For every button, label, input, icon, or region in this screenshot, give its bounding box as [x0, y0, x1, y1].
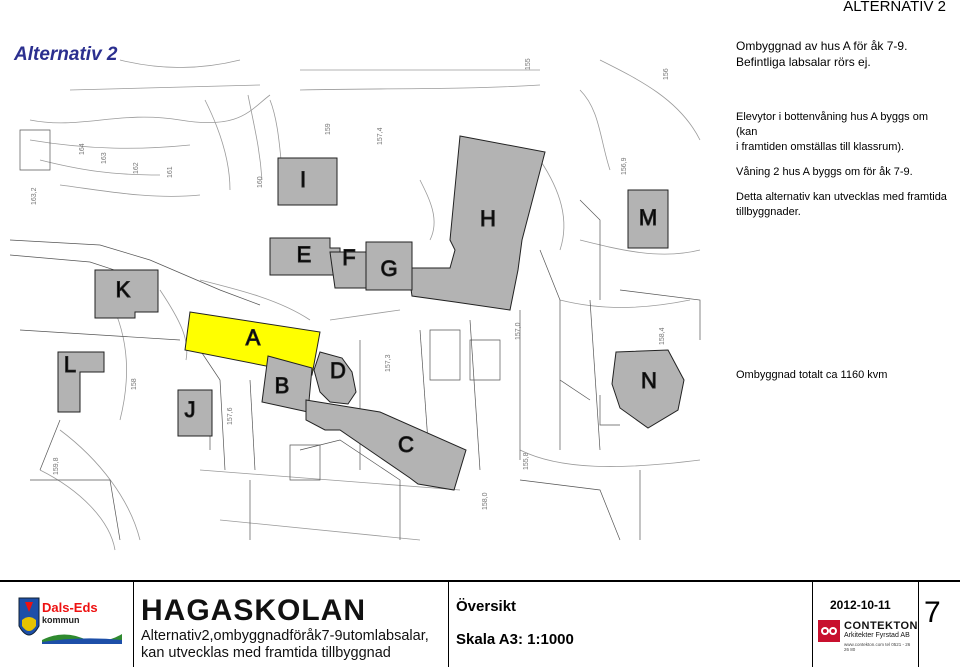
sheet-type: Översikt: [456, 598, 517, 615]
building-H: [408, 136, 545, 310]
building-label-E: E: [296, 241, 312, 267]
drawing-title-line: kan utvecklas med framtida tillbyggnad: [141, 645, 391, 661]
elevation-label: 160: [257, 176, 264, 188]
alternative-title: Alternativ 2: [14, 44, 118, 65]
elevation-label: 156: [663, 68, 670, 80]
building-label-F: F: [342, 244, 356, 270]
elevation-label: 159,8: [53, 457, 60, 475]
elevation-label: 162: [133, 162, 140, 174]
firm-subtitle: Arkitekter Fyrstad AB: [844, 632, 910, 639]
drawing-scale: Skala A3: 1:1000: [456, 631, 574, 648]
elevation-label: 156,9: [621, 157, 628, 175]
elevation-label: 164: [79, 143, 86, 155]
building-label-J: J: [184, 396, 196, 422]
landscape-icon: [42, 628, 122, 644]
elevation-label: 159: [325, 123, 332, 135]
road-outlines: [10, 130, 700, 540]
building-label-C: C: [398, 431, 414, 457]
building-label-A: A: [245, 324, 261, 350]
building-label-I: I: [299, 166, 307, 192]
elevation-label: 158,0: [482, 492, 489, 510]
drawing-title-line: Alternativ2,ombyggnadföråk7-9utomlabsalar,: [141, 628, 429, 644]
elevation-label: 163,2: [31, 187, 38, 205]
municipality-name: Dals-Eds: [42, 600, 98, 615]
header-label: ALTERNATIV 2: [843, 0, 946, 15]
note-line: Elevytor i bottenvåning hus A byggs om (kan: [736, 111, 929, 138]
elevation-label: 157,3: [385, 354, 392, 372]
building-C: [306, 400, 466, 490]
note-line: Befintliga labsalar rörs ej.: [736, 55, 871, 69]
note-line: tillbyggnader.: [736, 206, 801, 218]
firm-emblem-icon: [818, 620, 840, 642]
note-line: i framtiden omställas till klassrum).: [736, 141, 905, 153]
elevation-label: 157,0: [515, 322, 522, 340]
firm-logo: [818, 620, 918, 656]
drawing-title: [141, 628, 451, 662]
note-line: Ombyggnad av hus A för åk 7-9.: [736, 39, 908, 53]
building-label-L: L: [63, 351, 77, 377]
title-block-divider: [812, 582, 813, 667]
title-block-divider: [133, 582, 134, 667]
note-total-area: Ombyggnad totalt ca 1160 kvm: [736, 369, 888, 381]
building-label-H: H: [480, 205, 496, 231]
title-block-divider: [918, 582, 919, 667]
elevation-label: 155: [525, 58, 532, 70]
note-details: [736, 110, 951, 220]
elevation-label: 158: [131, 378, 138, 390]
note-line: Våning 2 hus A byggs om för åk 7-9.: [736, 166, 913, 178]
drawing-date: 2012-10-11: [830, 598, 891, 612]
building-label-G: G: [380, 255, 398, 281]
elevation-label: 158,4: [659, 327, 666, 345]
elevation-label: 161: [167, 166, 174, 178]
elevation-label: 163: [101, 152, 108, 164]
coat-of-arms-icon: [18, 596, 40, 646]
municipality-logo: [18, 594, 128, 654]
elevation-label: 155,8: [523, 452, 530, 470]
building-I: [278, 158, 337, 205]
project-name: HAGASKOLAN: [141, 594, 366, 627]
title-block: [0, 580, 960, 667]
sheet-number: 7: [924, 596, 941, 629]
note-line: Detta alternativ kan utvecklas med framtida: [736, 191, 947, 203]
building-label-M: M: [638, 204, 658, 230]
municipality-subtitle: kommun: [42, 615, 80, 625]
title-block-divider: [448, 582, 449, 667]
building-label-K: K: [115, 276, 131, 302]
firm-contact: www.contekton.com tel 0521 - 26 26 80: [844, 642, 911, 652]
elevation-label: 157,6: [227, 407, 234, 425]
building-label-D: D: [330, 357, 346, 383]
elevation-label: 157,4: [377, 127, 384, 145]
firm-name: CONTEKTON: [844, 620, 918, 632]
note-summary: [736, 38, 951, 70]
building-label-B: B: [274, 372, 290, 398]
building-label-N: N: [641, 367, 657, 393]
